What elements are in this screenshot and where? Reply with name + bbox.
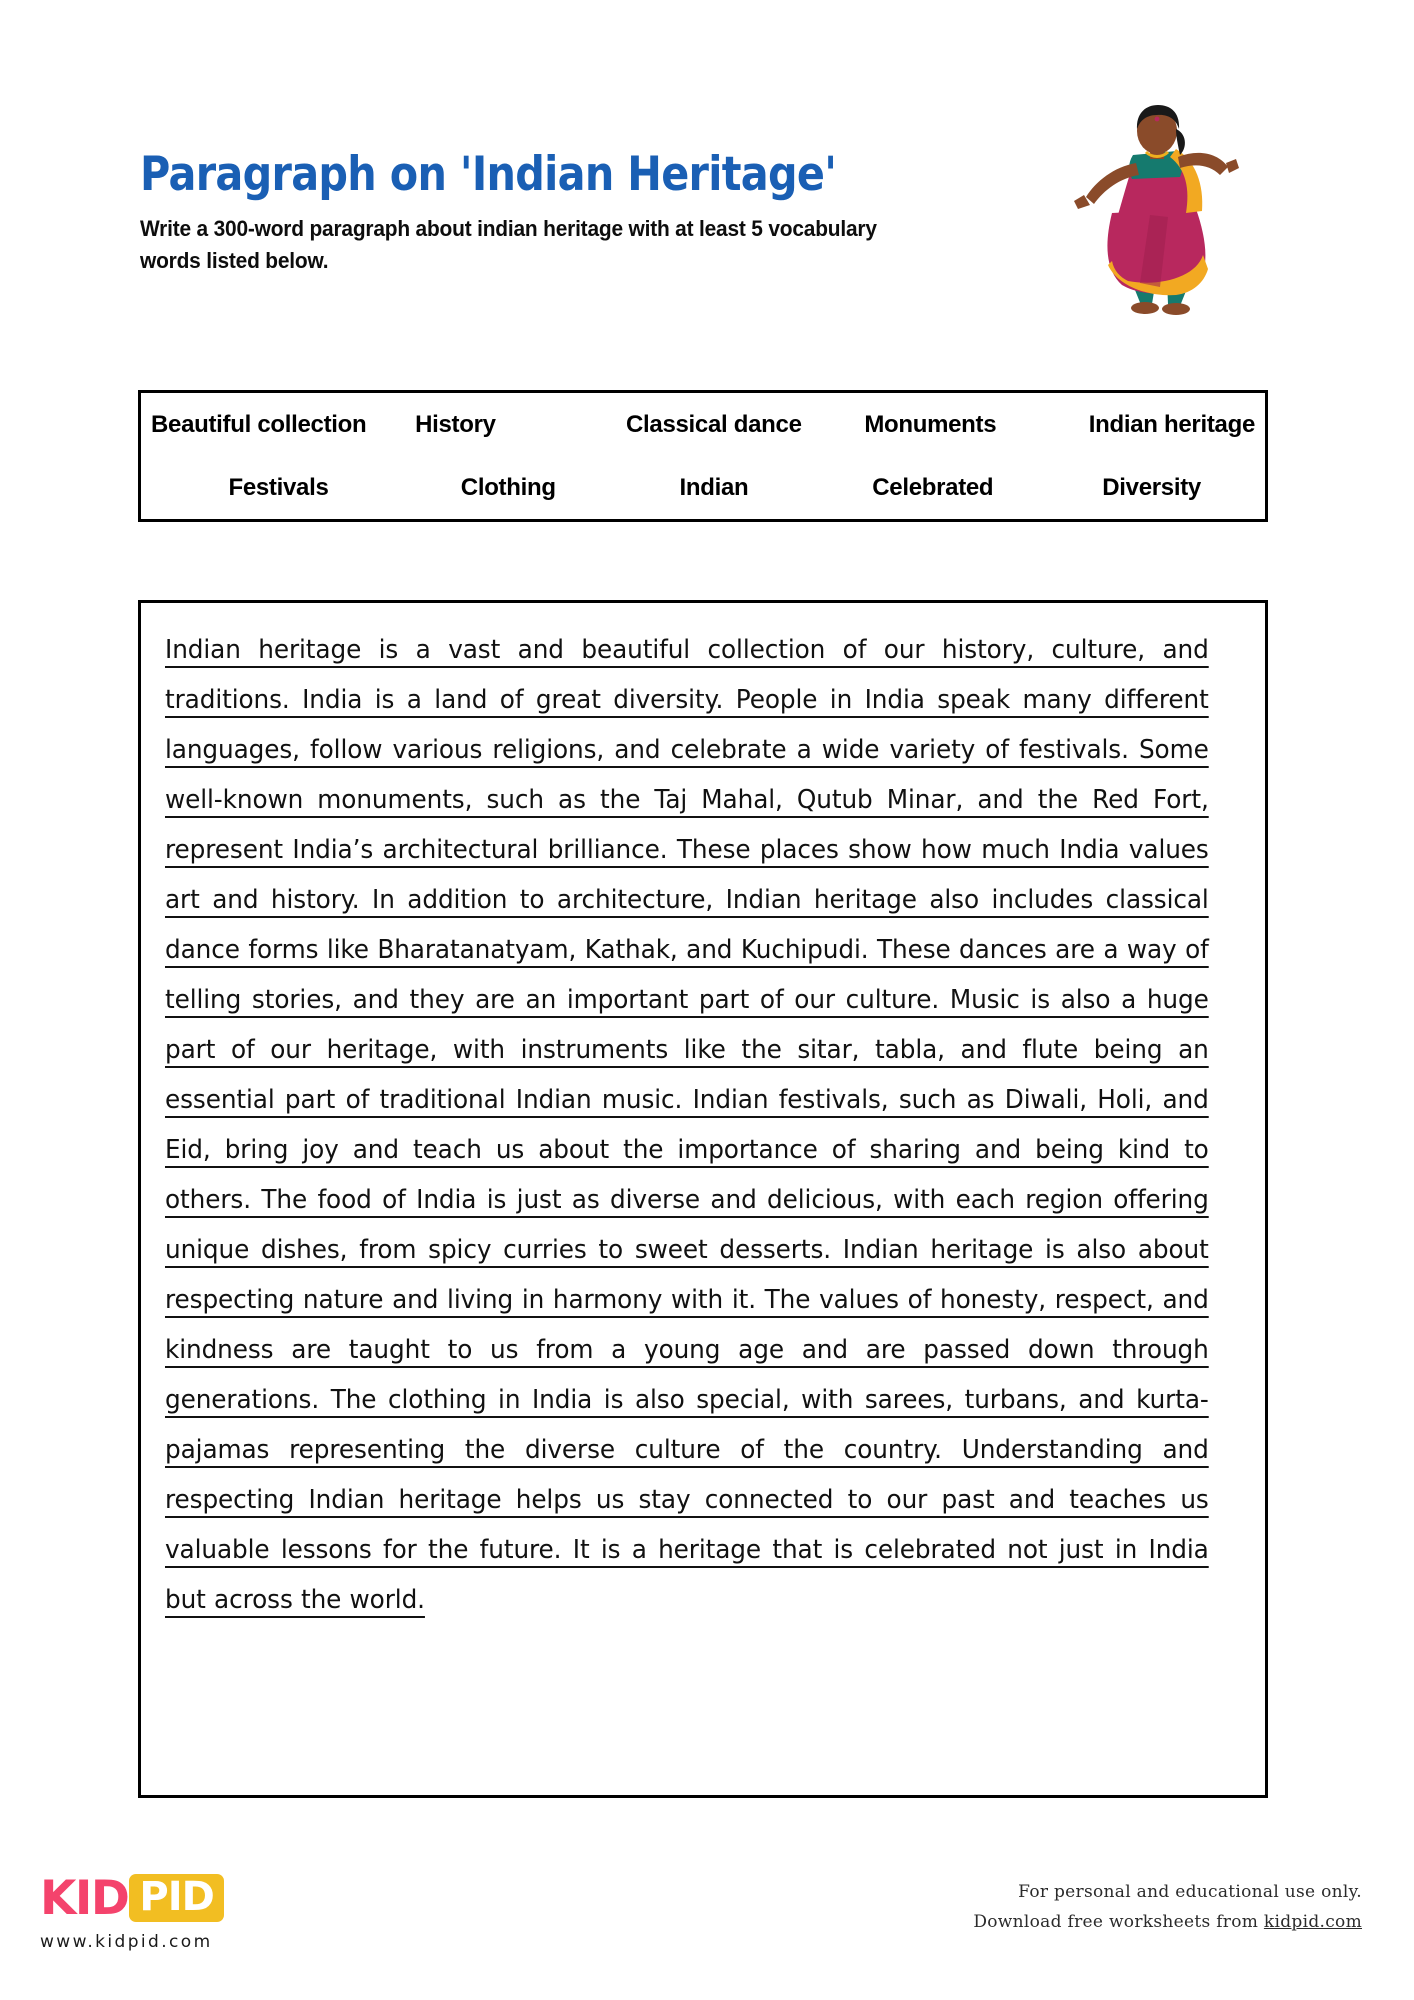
answer-paragraph[interactable]: Indian heritage is a vast and beautiful collection of our history, culture, and traditions. India is a land of great diversity. People in India speak many different languages, follow various religions, and celebrate a wide variety of festivals. Some well-known monuments, such as the Taj Mahal, Qutub Minar, and the Red Fort, represent India’s architectural brilliance. These places show how much India values art and history. In addition to architecture, Indian heritage also includes classical dance forms like Bharatanatyam, Kathak, and Kuchipudi. These dances are a way of telling stories, and they are an important part of our culture. Music is also a huge part of our heritage, with instruments like the sitar, tabla, and flute being an essential part of traditional Indian music. Indian festivals, such as Diwali, Holi, and Eid, bring joy and teach us about the importance of sharing and being kind to others. The food of India is just as diverse and delicious, with each region offering unique dishes, from spicy curries to sweet desserts. Indian heritage is also about respecting nature and living in harmony with it. The values of honesty, respect, and kindness are taught to us from a young age and are passed down through generations. The clothing in India is also special, with sarees, turbans, and kurta-pajamas representing the diverse culture of the country. Understanding and respecting Indian heritage helps us stay connected to our past and teaches us valuable lessons for the future. It is a heritage that is celebrated not just in India but across the world. [165, 635, 1209, 1615]
vocab-word: History [415, 410, 496, 438]
kidpid-logo[interactable] [40, 1870, 224, 1952]
logo-pid-text: PID [129, 1874, 223, 1922]
worksheet-header [140, 147, 1020, 277]
indian-classical-dancer-icon [1000, 105, 1300, 325]
logo-wordmark [40, 1870, 224, 1926]
vocab-word: Monuments [864, 410, 997, 438]
vocab-word: Indian heritage [1088, 410, 1255, 438]
footer-note-prefix: Download free worksheets from [973, 1911, 1264, 1932]
page-footer [0, 1860, 1414, 2000]
vocab-word: Festivals [228, 473, 329, 501]
footer-usage-note [973, 1878, 1362, 1938]
dancer-illustration [1000, 105, 1300, 325]
vocab-word: Celebrated [872, 473, 994, 501]
vocab-word: Clothing [460, 473, 556, 501]
vocabulary-row [141, 393, 1265, 456]
footer-note-line1: For personal and educational use only. [1018, 1882, 1362, 1902]
footer-note-line2 [973, 1908, 1362, 1938]
vocab-word: Diversity [1102, 473, 1201, 501]
vocabulary-row [141, 456, 1265, 519]
vocab-word: Indian [679, 473, 749, 501]
page-title: Paragraph on 'Indian Heritage' [140, 147, 837, 202]
logo-kid-text: KID [40, 1870, 129, 1926]
instructions-text: Write a 300-word paragraph about indian heritage with at least 5 vocabulary words listed below. [140, 216, 877, 274]
vocab-word: Classical dance [626, 410, 802, 438]
vocabulary-box [138, 390, 1268, 522]
logo-website-url: www.kidpid.com [40, 1932, 213, 1952]
vocab-word: Beautiful collection [151, 410, 367, 438]
answer-box[interactable] [138, 600, 1268, 1798]
kidpid-link[interactable]: kidpid.com [1263, 1911, 1362, 1932]
